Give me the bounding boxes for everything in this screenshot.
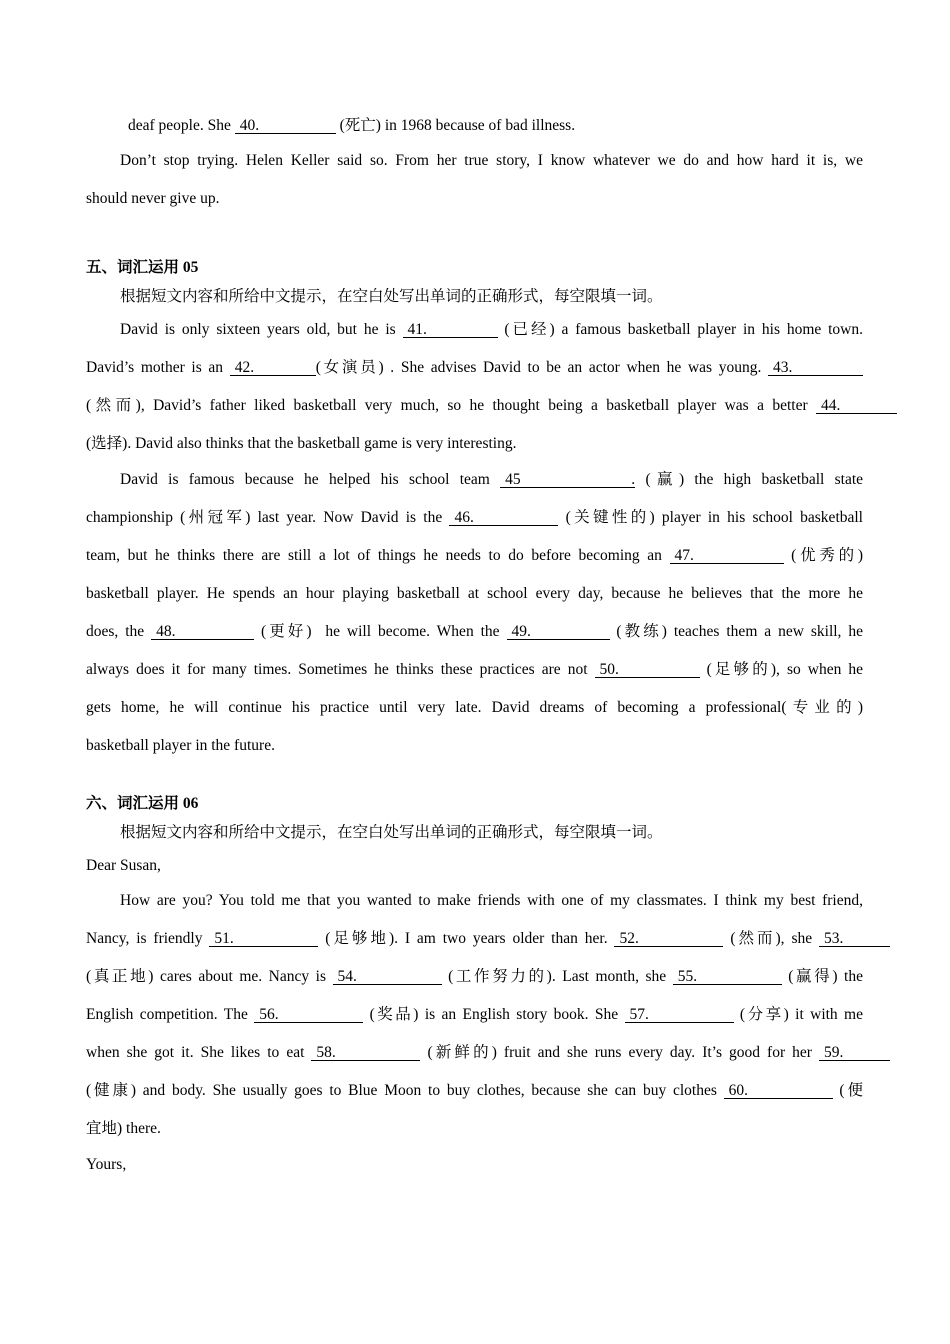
blank-45[interactable]: 45 . <box>500 472 635 488</box>
letter-closing: Yours, <box>86 1156 127 1173</box>
passage-line: (健康) and body. She usually goes to Blue Moon to buy clothes, because she can buy clothes 60. (便 <box>86 1082 863 1099</box>
blank-60[interactable]: 60. <box>724 1083 833 1099</box>
blank-53[interactable]: 53. <box>819 931 890 947</box>
passage-line: (真正地) cares about me. Nancy is 54. (工作努力的). Last month, she 55. (赢得) the <box>86 968 863 985</box>
blank-54[interactable]: 54. <box>333 969 442 985</box>
passage-line: Nancy, is friendly 51. (足够地). I am two years older than her. 52. (然而), she 53. <box>86 929 890 949</box>
blank-44[interactable]: 44. <box>816 398 897 414</box>
passage-line: deaf people. She 40. (死亡) in 1968 because of bad illness. <box>128 117 576 134</box>
blank-41[interactable]: 41. <box>403 322 498 338</box>
blank-47[interactable]: 47. <box>670 548 784 564</box>
blank-52[interactable]: 52. <box>614 931 723 947</box>
blank-50[interactable]: 50. <box>595 662 700 678</box>
passage-line: (然而), David’s father liked basketball very much, so he thought being a basketball player was a better 44. <box>86 396 897 416</box>
blank-46[interactable]: 46. <box>449 510 558 526</box>
instruction-text: 根据短文内容和所给中文提示，在空白处写出单词的正确形式，每空限填一词。 <box>120 288 663 305</box>
passage-line: does, the 48. (更好) he will become. When the 49. (教练) teaches them a new skill, he <box>86 623 863 640</box>
passage-line: David’s mother is an 42. (女演员) . She advises David to be an actor when he was young. 43. <box>86 358 863 378</box>
passage-line: 宜地) there. <box>86 1120 161 1137</box>
section-heading-06: 六、词汇运用 06 <box>86 795 199 812</box>
section-heading-05: 五、词汇运用 05 <box>86 259 199 276</box>
blank-58[interactable]: 58. <box>311 1045 420 1061</box>
blank-40[interactable]: 40. <box>235 118 336 134</box>
passage-line: team, but he thinks there are still a lot of things he needs to do before becoming an 47. (优秀的) <box>86 547 863 564</box>
blank-43[interactable]: 43. <box>768 360 863 376</box>
letter-greeting: Dear Susan, <box>86 857 161 874</box>
passage-line: basketball player. He spends an hour playing basketball at school every day, because he believes that the more he <box>86 585 863 602</box>
blank-48[interactable]: 48. <box>151 624 254 640</box>
blank-42[interactable]: 42. <box>230 360 316 376</box>
passage-line: gets home, he will continue his practice until very late. David dreams of becoming a professional(专业的) <box>86 699 863 716</box>
blank-57[interactable]: 57. <box>625 1007 734 1023</box>
blank-59[interactable]: 59. <box>819 1045 890 1061</box>
passage-line: David is only sixteen years old, but he is 41. (已经) a famous basketball player in his home town. <box>120 321 864 338</box>
passage-line: How are you? You told me that you wanted to make friends with one of my classmates. I think my best friend, <box>120 892 863 909</box>
passage-line: Don’t stop trying. Helen Keller said so. From her true story, I know whatever we do and how hard it is, we <box>120 152 863 169</box>
instruction-text: 根据短文内容和所给中文提示，在空白处写出单词的正确形式，每空限填一词。 <box>120 824 663 841</box>
passage-line: when she got it. She likes to eat 58. (新鲜的) fruit and she runs every day. It’s good for her 59. <box>86 1043 890 1063</box>
blank-55[interactable]: 55. <box>673 969 782 985</box>
passage-line: always does it for many times. Sometimes he thinks these practices are not 50. (足够的), so when he <box>86 661 864 678</box>
passage-line: basketball player in the future. <box>86 737 275 754</box>
passage-line: should never give up. <box>86 190 220 207</box>
passage-line: (选择). David also thinks that the basketball game is very interesting. <box>86 435 517 452</box>
blank-56[interactable]: 56. <box>254 1007 363 1023</box>
blank-49[interactable]: 49. <box>507 624 610 640</box>
blank-51[interactable]: 51. <box>209 931 318 947</box>
passage-line: English competition. The 56. (奖品) is an English story book. She 57. (分享) it with me <box>86 1006 863 1023</box>
passage-line: championship (州冠军) last year. Now David is the 46. (关键性的) player in his school basketball <box>86 509 863 526</box>
passage-line: David is famous because he helped his school team 45 . (赢) the high basketball state <box>120 471 864 488</box>
